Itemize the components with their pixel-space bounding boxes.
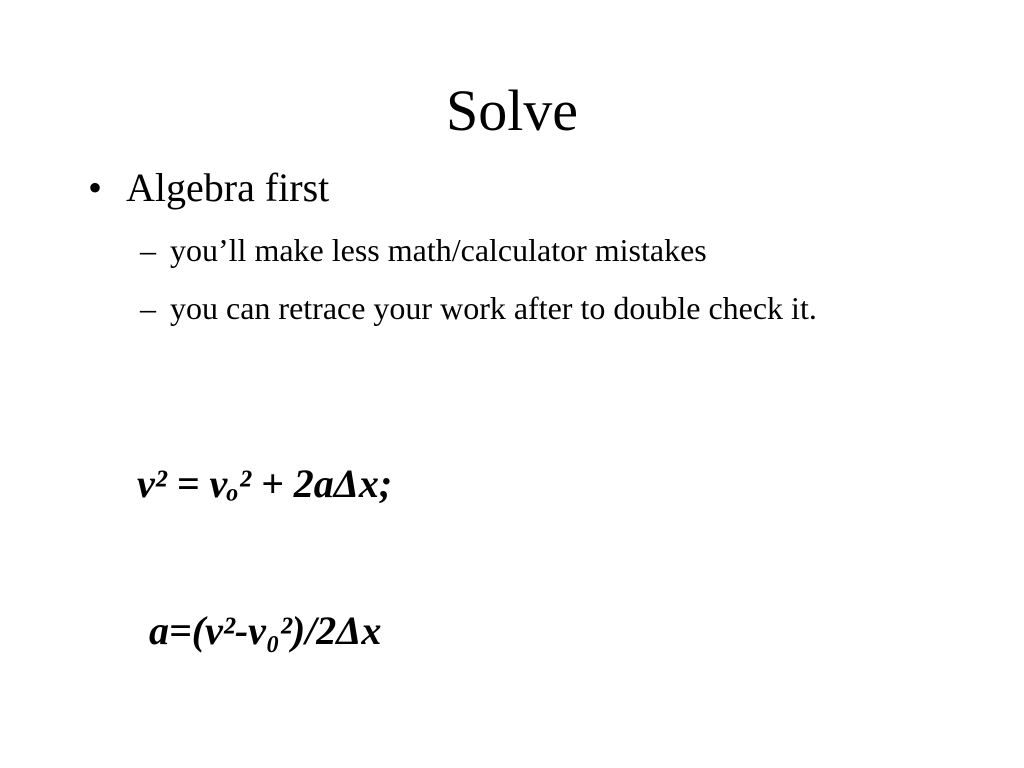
sub-bullet-item (140, 284, 970, 332)
bullet-item (88, 164, 329, 212)
bullet-text: Algebra first (126, 165, 330, 210)
equation-solved-for-a: a=(v²-v₀²)/2Δx (149, 608, 382, 653)
sub-bullet-text: you’ll make less math/calculator mistakes (170, 232, 707, 268)
sub-bullet-item (140, 226, 970, 274)
sub-bullet-marker: – (140, 232, 156, 268)
sub-bullet-text: you can retrace your work after to double check it. (170, 290, 817, 326)
slide-title: Solve (445, 78, 579, 143)
sub-bullet-marker: – (140, 290, 156, 326)
bullet-marker: • (88, 165, 103, 210)
equation-kinematic: v² = vₒ² + 2aΔx; (137, 461, 393, 506)
